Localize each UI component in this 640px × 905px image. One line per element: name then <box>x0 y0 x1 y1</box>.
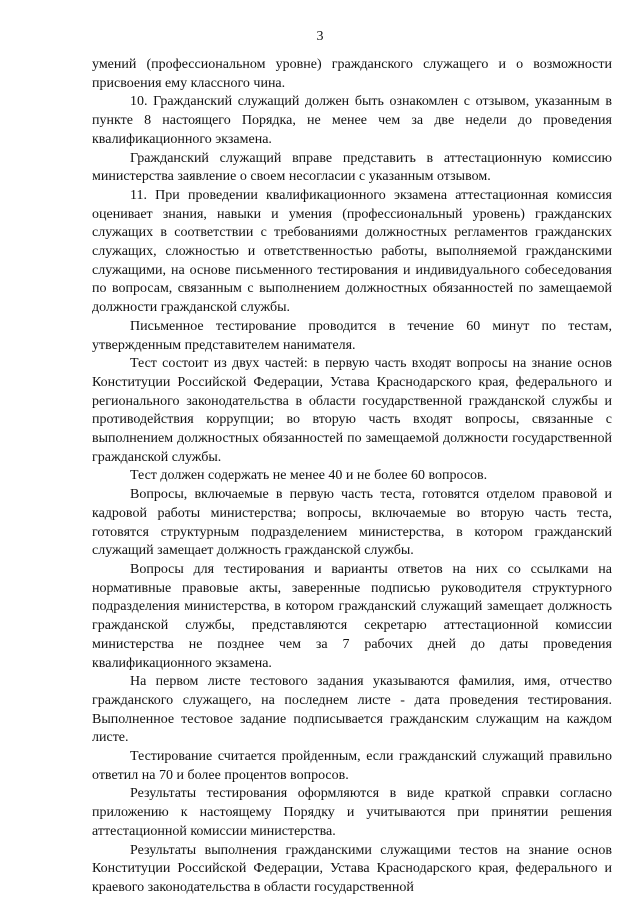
paragraph-test-sheet: На первом листе тестового задания указываются фамилия, имя, отчество гражданского служащего, на последнем листе - дата проведения тестирования. Выполненное тестовое задание подписывается гражданским служащим на каждом листе. <box>92 674 612 746</box>
paragraph-answer-variants: Вопросы для тестирования и варианты ответов на них со ссылками на нормативные правовые акты, заверенные подписью руководителя структурного подразделения министерства, в котором гражданский служащий замещает должность гражданской службы, представляются секретарю аттестационной комиссии министерства не позднее чем за 7 рабочих дней до даты проведения квалификационного экзамена. <box>92 561 612 671</box>
paragraph-results-certificate: Результаты тестирования оформляются в виде краткой справки согласно приложению к настоящему Порядку и учитываются при принятии решения аттестационной комиссии министерства. <box>92 786 612 839</box>
paragraph-results-knowledge: Результаты выполнения гражданскими служащими тестов на знание основ Конституции Российской Федерации, Устава Краснодарского края, федерального и краевого законодательства в области государственной <box>92 842 612 895</box>
paragraph-written-testing: Письменное тестирование проводится в течение 60 минут по тестам, утвержденным представителем нанимателя. <box>92 318 612 353</box>
paragraph-disagreement-statement: Гражданский служащий вправе представить в аттестационную комиссию министерства заявление о своем несогласии с указанным отзывом. <box>92 150 612 185</box>
document-body <box>92 56 612 898</box>
paragraph-item-10: 10. Гражданский служащий должен быть ознакомлен с отзывом, указанным в пункте 8 настоящего Порядка, не менее чем за две недели до проведения квалификационного экзамена. <box>92 94 612 147</box>
paragraph-question-preparation: Вопросы, включаемые в первую часть теста, готовятся отделом правовой и кадровой работы министерства; вопросы, включаемые во вторую часть теста, готовятся структурным подразделением министерства, в котором гражданский служащий замещает должность гражданской службы. <box>92 487 612 559</box>
paragraph-pass-criteria: Тестирование считается пройденным, если гражданский служащий правильно ответил на 70 и более процентов вопросов. <box>92 749 612 783</box>
page-number: 3 <box>316 29 324 44</box>
paragraph-continuation: умений (профессиональном уровне) гражданского служащего и о возможности присвоения ему классного чина. <box>92 57 612 91</box>
paragraph-test-parts: Тест состоит из двух частей: в первую часть входят вопросы на знание основ Конституции Российской Федерации, Устава Краснодарского края, федерального и регионального законодательства в области государственной гражданской службы и противодействия коррупции; во вторую часть входят вопросы, связанные с выполнением должностных обязанностей по замещаемой должности государственной гражданской службы. <box>92 356 612 465</box>
paragraph-item-11: 11. При проведении квалификационного экзамена аттестационная комиссия оценивает знания, навыки и умения (профессиональный уровень) гражданских служащих в соответствии с требованиями должностных регламентов гражданских служащих, сложностью и ответственностью работы, выполняемой гражданскими служащими, на основе письменного тестирования и индивидуального собеседования по вопросам, связанным с выполнением должностных обязанностей по замещаемой должности гражданской службы. <box>92 187 612 316</box>
paragraph-question-count: Тест должен содержать не менее 40 и не более 60 вопросов. <box>130 468 488 484</box>
